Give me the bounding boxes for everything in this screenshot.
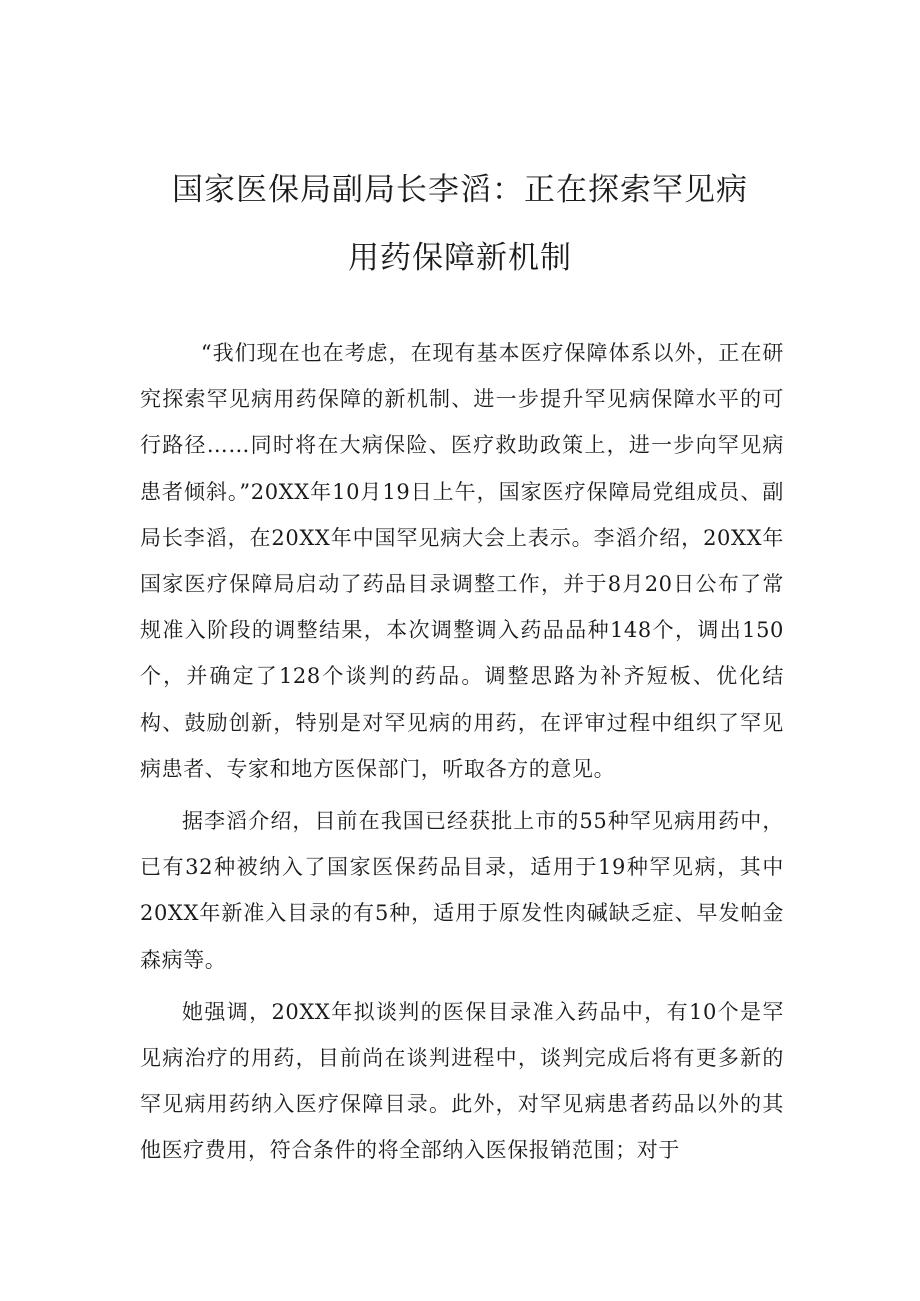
document-title-line-1: 国家医保局副局长李滔：正在探索罕见病 xyxy=(172,172,748,208)
document-body xyxy=(140,330,784,1180)
paragraph-2: 据李滔介绍，目前在我国已经获批上市的55种罕见病用药中，已有32种被纳入了国家医保药品目录，适用于19种罕见病，其中20XX年新准入目录的有5种，适用于原发性肉碱缺乏症、早发帕金森病等。 xyxy=(140,809,784,972)
paragraph-1: “我们现在也在考虑，在现有基本医疗保障体系以外，正在研究探索罕见病用药保障的新机制、进一步提升罕见病保障水平的可行路径……同时将在大病保险、医疗救助政策上，进一步向罕见病患者倾斜。”20XX年10月19日上午，国家医疗保障局党组成员、副局长李滔，在20XX年中国罕见病大会上表示。李滔介绍，20XX年国家医疗保障局启动了药品目录调整工作，并于8月20日公布了常规准入阶段的调整结果，本次调整调入药品品种148个，调出150个，并确定了128个谈判的药品。调整思路为补齐短板、优化结构、鼓励创新，特别是对罕见病的用药，在评审过程中组织了罕见病患者、专家和地方医保部门，听取各方的意见。 xyxy=(140,341,784,781)
paragraph-3: 她强调，20XX年拟谈判的医保目录准入药品中，有10个是罕见病治疗的用药，目前尚在谈判进程中，谈判完成后将有更多新的罕见病用药纳入医疗保障目录。此外，对罕见病患者药品以外的其他医疗费用，符合条件的将全部纳入医保报销范围；对于 xyxy=(140,999,784,1163)
document-title-line-2: 用药保障新机制 xyxy=(348,240,572,276)
